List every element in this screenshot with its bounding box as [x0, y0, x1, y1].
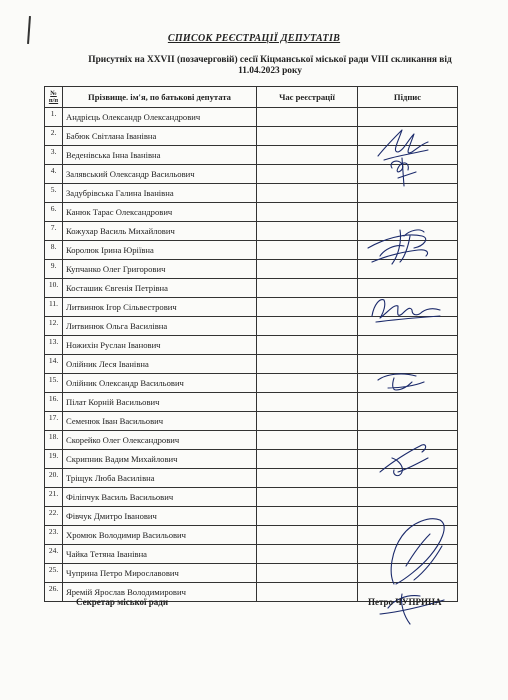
signature-cell [358, 146, 458, 165]
signature-cell [358, 222, 458, 241]
secretary-label: Секретар міської ради [76, 597, 169, 607]
row-number: 24. [45, 545, 63, 564]
registration-time-cell [257, 279, 358, 298]
signature-cell [358, 108, 458, 127]
table-row [45, 545, 458, 564]
registration-time-cell [257, 545, 358, 564]
registration-time-cell [257, 146, 358, 165]
row-number: 7. [45, 222, 63, 241]
column-header-time: Час реєстрації [257, 87, 358, 108]
signature-cell [358, 203, 458, 222]
registration-time-cell [257, 564, 358, 583]
signature-cell [358, 184, 458, 203]
signature-cell [358, 431, 458, 450]
column-header-name: Прізвище. ім'я, по батькові депутата [63, 87, 257, 108]
row-number: 15. [45, 374, 63, 393]
deputy-name: Задубрівська Галина Іванівна [63, 184, 257, 203]
row-number: 22. [45, 507, 63, 526]
deputy-name: Залявський Олександр Васильович [63, 165, 257, 184]
deputy-name: Литвинюк Ігор Сільвестрович [63, 298, 257, 317]
signature-cell [358, 165, 458, 184]
signature-cell [358, 469, 458, 488]
row-number: 11. [45, 298, 63, 317]
registration-time-cell [257, 336, 358, 355]
registration-table [44, 86, 458, 602]
row-number: 18. [45, 431, 63, 450]
document-title: СПИСОК РЕЄСТРАЦІЇ ДЕПУТАТІВ [167, 33, 341, 44]
deputy-name: Королюк Ірина Юріївна [63, 241, 257, 260]
table-row [45, 317, 458, 336]
registration-time-cell [257, 488, 358, 507]
row-number: 6. [45, 203, 63, 222]
signature-cell [358, 526, 458, 545]
registration-time-cell [257, 374, 358, 393]
deputy-name: Бабюк Світлана Іванівна [63, 127, 257, 146]
table-row [45, 412, 458, 431]
signature-cell [358, 412, 458, 431]
table-row [45, 165, 458, 184]
registration-time-cell [257, 412, 358, 431]
signature-cell [358, 545, 458, 564]
registration-time-cell [257, 393, 358, 412]
table-row [45, 222, 458, 241]
column-header-signature: Підпис [358, 87, 458, 108]
registration-time-cell [257, 241, 358, 260]
secretary-name: Петро ЧУПРИНА [368, 597, 442, 607]
signature-cell [358, 564, 458, 583]
deputy-name: Фівчук Дмитро Іванович [63, 507, 257, 526]
row-number: 4. [45, 165, 63, 184]
registration-time-cell [257, 127, 358, 146]
row-number: 5. [45, 184, 63, 203]
deputy-name: Косташик Євгенія Петрівна [63, 279, 257, 298]
signature-cell [358, 336, 458, 355]
signature-cell [358, 374, 458, 393]
table-row [45, 564, 458, 583]
table-row [45, 279, 458, 298]
signature-cell [358, 507, 458, 526]
deputy-name: Філіпчук Василь Васильович [63, 488, 257, 507]
table-header-row [45, 87, 458, 108]
registration-time-cell [257, 203, 358, 222]
table-row [45, 146, 458, 165]
table-row [45, 203, 458, 222]
deputy-name: Кожухар Василь Михайлович [63, 222, 257, 241]
table-row [45, 488, 458, 507]
table-row [45, 374, 458, 393]
signature-cell [358, 241, 458, 260]
row-number: 25. [45, 564, 63, 583]
table-row [45, 260, 458, 279]
table-row [45, 355, 458, 374]
deputy-name: Олійник Олександр Васильович [63, 374, 257, 393]
signature-cell [358, 127, 458, 146]
signature-cell [358, 488, 458, 507]
registration-time-cell [257, 507, 358, 526]
signature-cell [358, 355, 458, 374]
registration-time-cell [257, 450, 358, 469]
deputy-name: Скрипник Вадим Михайлович [63, 450, 257, 469]
row-number: 19. [45, 450, 63, 469]
row-number: 26. [45, 583, 63, 602]
registration-time-cell [257, 583, 358, 602]
deputy-name: Чуприна Петро Мирославович [63, 564, 257, 583]
table-row [45, 108, 458, 127]
row-number: 13. [45, 336, 63, 355]
row-number: 23. [45, 526, 63, 545]
column-header-number: № п/п [45, 87, 63, 108]
deputy-name: Ножихін Руслан Іванович [63, 336, 257, 355]
signature-cell [358, 298, 458, 317]
deputy-name: Семенюк Іван Васильович [63, 412, 257, 431]
row-number: 17. [45, 412, 63, 431]
table-row [45, 507, 458, 526]
row-number: 10. [45, 279, 63, 298]
deputy-name: Литвинюк Ольга Василівна [63, 317, 257, 336]
row-number: 14. [45, 355, 63, 374]
deputy-name: Хромюк Володимир Васильович [63, 526, 257, 545]
signature-cell [358, 393, 458, 412]
table-row [45, 431, 458, 450]
row-number: 9. [45, 260, 63, 279]
registration-time-cell [257, 431, 358, 450]
row-number: 8. [45, 241, 63, 260]
table-row [45, 526, 458, 545]
deputy-name: Олійник Леся Іванівна [63, 355, 257, 374]
registration-time-cell [257, 260, 358, 279]
signature-cell [358, 260, 458, 279]
row-number: 12. [45, 317, 63, 336]
registration-time-cell [257, 108, 358, 127]
row-number: 3. [45, 146, 63, 165]
registration-time-cell [257, 526, 358, 545]
deputy-name: Скорейко Олег Олександрович [63, 431, 257, 450]
subtitle-line-1: Присутніх на XXVII (позачерговій) сесії Кіцманської міської ради VIII скликання від [88, 55, 452, 65]
registration-time-cell [257, 165, 358, 184]
table-row [45, 241, 458, 260]
row-number: 20. [45, 469, 63, 488]
table-row [45, 393, 458, 412]
row-number: 16. [45, 393, 63, 412]
signature-cell [358, 450, 458, 469]
registration-time-cell [257, 469, 358, 488]
deputy-name: Андрієць Олександр Олександрович [63, 108, 257, 127]
subtitle-line-2: 11.04.2023 року [238, 66, 302, 76]
deputy-name: Пілат Корній Васильович [63, 393, 257, 412]
deputy-name: Чайка Тетяна Іванівна [63, 545, 257, 564]
registration-time-cell [257, 184, 358, 203]
registration-time-cell [257, 298, 358, 317]
table-row [45, 298, 458, 317]
table-row [45, 336, 458, 355]
deputy-name: Яремій Ярослав Володимирович [63, 583, 257, 602]
table-row [45, 450, 458, 469]
signature-cell [358, 317, 458, 336]
document-subtitle [60, 55, 480, 77]
deputy-name: Купчанко Олег Григорович [63, 260, 257, 279]
registration-time-cell [257, 317, 358, 336]
registration-time-cell [257, 355, 358, 374]
row-number: 2. [45, 127, 63, 146]
deputy-name: Канюк Тарас Олександрович [63, 203, 257, 222]
signature-cell [358, 279, 458, 298]
registration-time-cell [257, 222, 358, 241]
deputy-name: Тріщук Люба Василівна [63, 469, 257, 488]
table-row [45, 127, 458, 146]
table-row [45, 184, 458, 203]
row-number: 21. [45, 488, 63, 507]
deputy-name: Веденівська Інна Іванівна [63, 146, 257, 165]
table-row [45, 469, 458, 488]
row-number: 1. [45, 108, 63, 127]
